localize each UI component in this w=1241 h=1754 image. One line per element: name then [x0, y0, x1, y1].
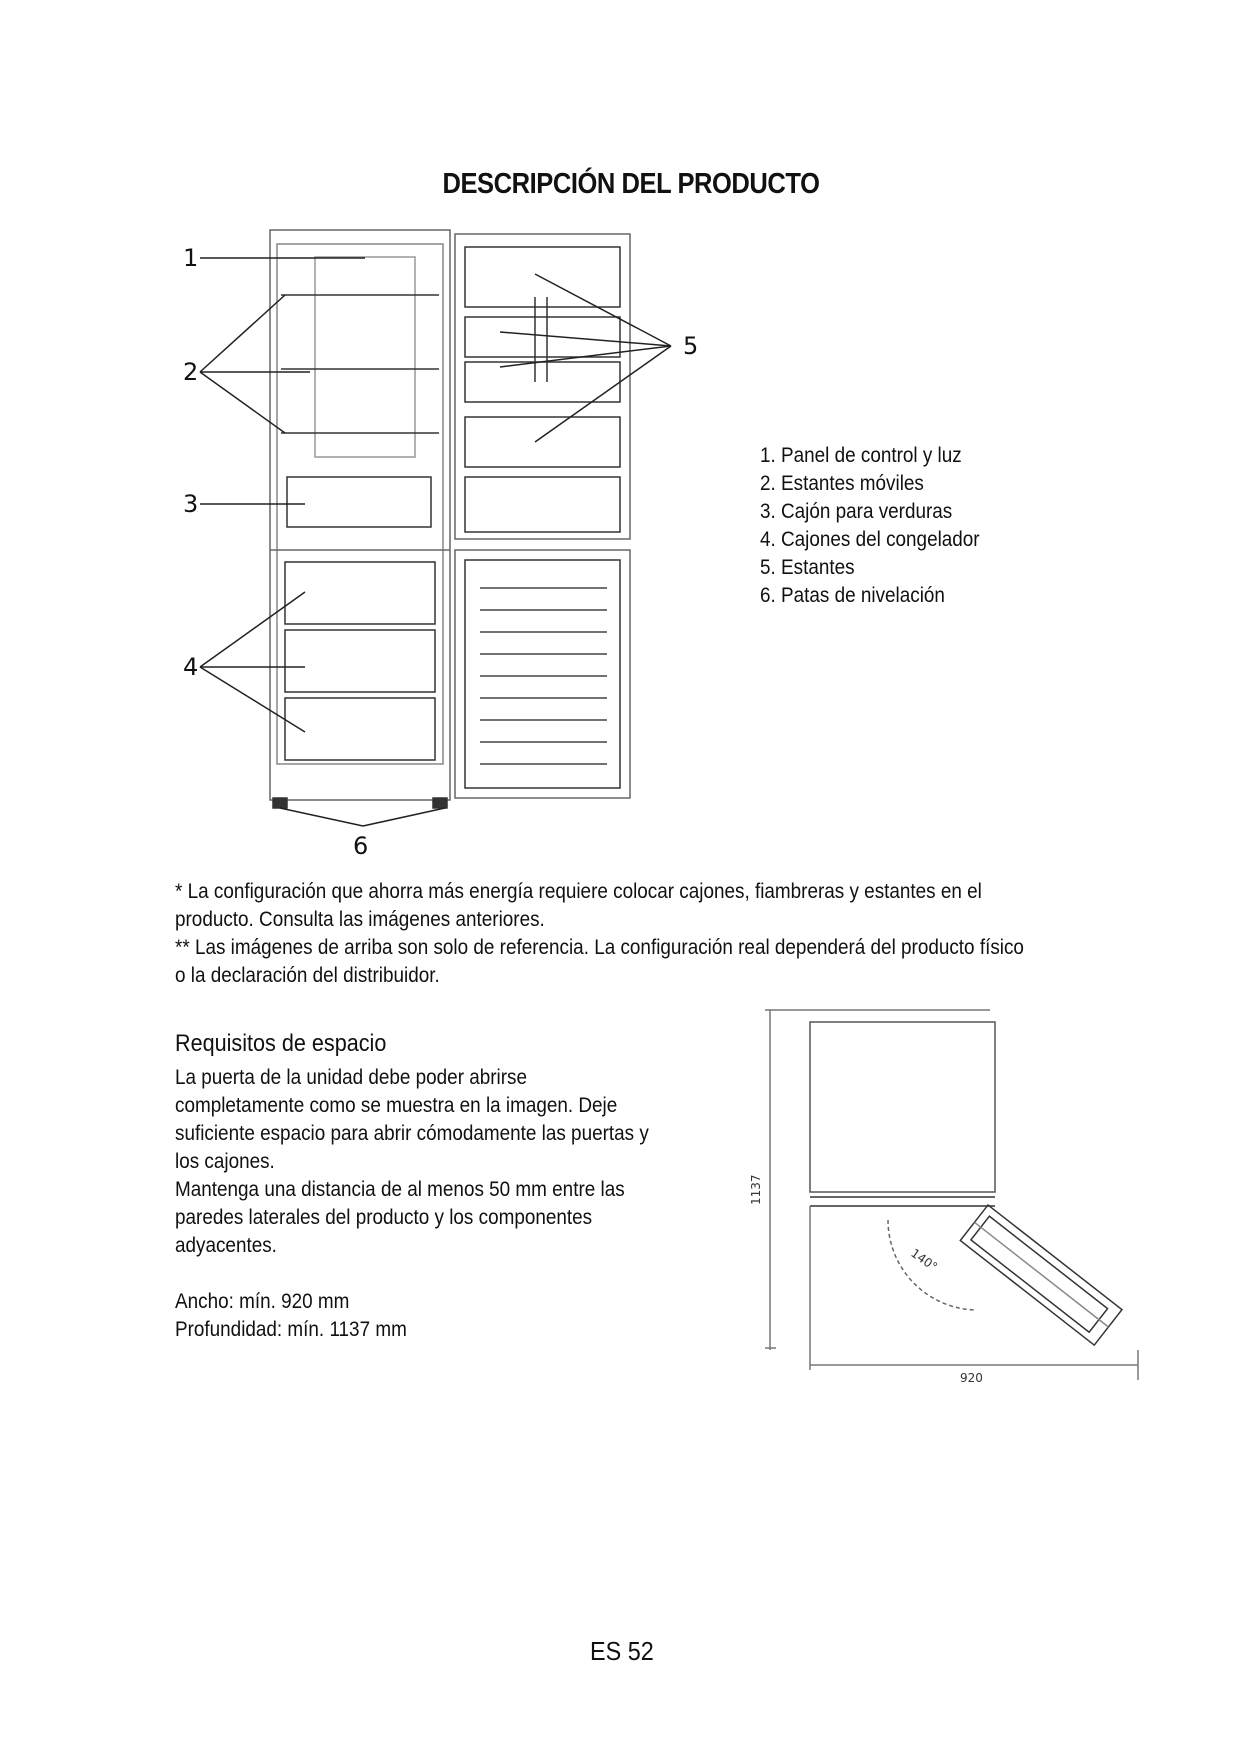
- space-line: los cajones.: [175, 1150, 275, 1173]
- space-line: paredes laterales del producto y los componentes: [175, 1206, 593, 1229]
- legend-list: [760, 442, 1004, 610]
- note-line: o la declaración del distribuidor.: [175, 964, 440, 987]
- callout-1: 1: [183, 244, 199, 272]
- callout-2: 2: [183, 358, 199, 386]
- fridge-diagram: [175, 222, 735, 862]
- callout-4: 4: [183, 653, 199, 681]
- space-line: La puerta de la unidad debe poder abrirse: [175, 1066, 528, 1089]
- note-line: ** Las imágenes de arriba son solo de referencia. La configuración real dependerá del producto físico: [175, 936, 1024, 959]
- note-line: * La configuración que ahorra más energía requiere colocar cajones, fiambreras y estantes en el: [175, 880, 982, 903]
- callout-6: 6: [353, 832, 369, 860]
- width-requirement: Ancho: mín. 920 mm: [175, 1290, 350, 1313]
- space-requirements: [175, 1030, 701, 1344]
- angle-label: 140°: [908, 1245, 940, 1275]
- legend-item: 3. Cajón para verduras: [760, 500, 953, 523]
- legend-item: 1. Panel de control y luz: [760, 444, 962, 467]
- space-line: adyacentes.: [175, 1234, 277, 1257]
- legend-item: 4. Cajones del congelador: [760, 528, 980, 551]
- space-heading: Requisitos de espacio: [175, 1030, 387, 1057]
- legend-item: 6. Patas de nivelación: [760, 584, 945, 607]
- width-label: 920: [960, 1371, 983, 1385]
- space-line: completamente como se muestra en la imagen. Deje: [175, 1094, 618, 1117]
- callout-5: 5: [683, 332, 699, 360]
- space-line: Mantenga una distancia de al menos 50 mm entre las: [175, 1178, 625, 1201]
- page-title: DESCRIPCIÓN DEL PRODUCTO: [442, 168, 820, 200]
- callout-3: 3: [183, 490, 199, 518]
- space-line: suficiente espacio para abrir cómodamente las puertas y: [175, 1122, 649, 1145]
- legend-item: 5. Estantes: [760, 556, 855, 579]
- page-number: ES 52: [590, 1636, 654, 1666]
- depth-label: 1137: [749, 1174, 763, 1205]
- depth-requirement: Profundidad: mín. 1137 mm: [175, 1318, 407, 1341]
- legend-item: 2. Estantes móviles: [760, 472, 924, 495]
- space-diagram: [749, 1010, 1150, 1390]
- notes: [175, 878, 1118, 990]
- note-line: producto. Consulta las imágenes anteriores.: [175, 908, 545, 931]
